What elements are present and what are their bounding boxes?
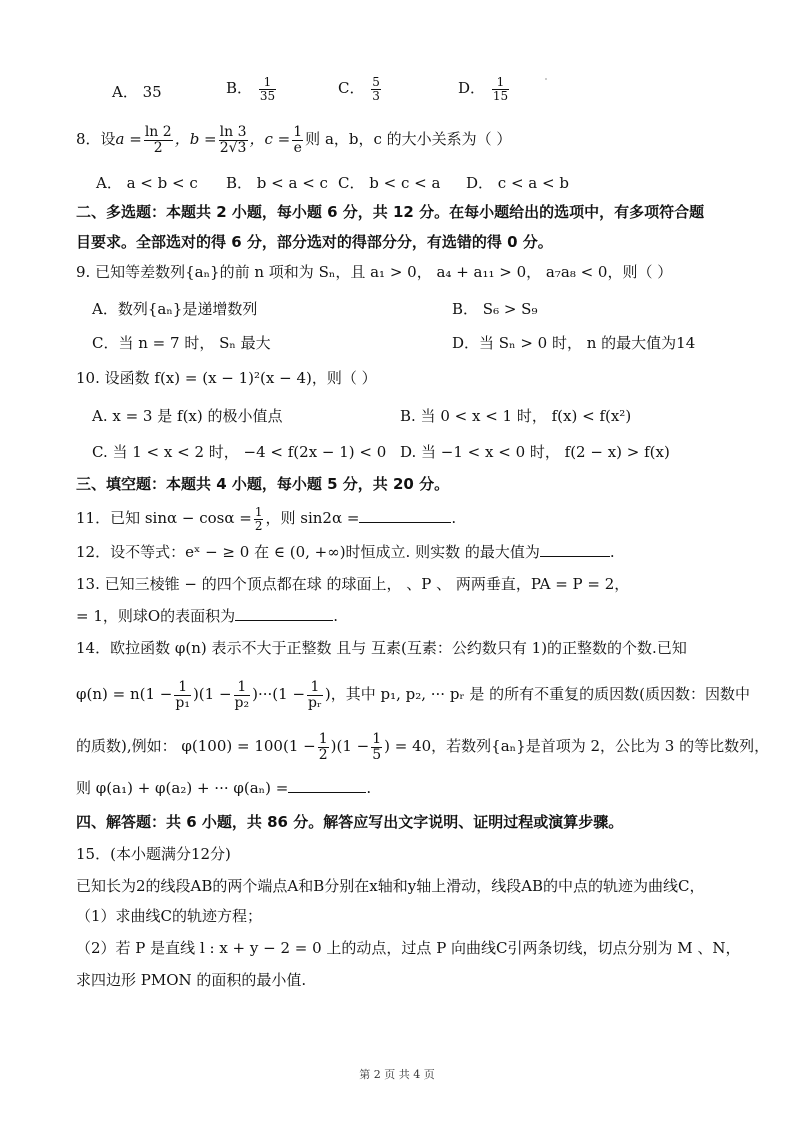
q10-option-a: A. x = 3 是 f(x) 的极小值点: [92, 407, 283, 425]
q14-answer-blank[interactable]: [288, 778, 366, 793]
q7-option-b-label: B．: [226, 79, 253, 98]
q13-line2: = 1，则球O的表面积为 .: [76, 607, 338, 625]
q14-formula-line: φ(n) = n(1 − $\frac{1}{\text{p₁}}$ )(1 − $\frac{1}{\text{p₂}}$ )···(1 − $\frac{1}{\text{pᵣ}}$ )，其中 p₁, p₂, ··· pᵣ 是 的所有不重复的质因数(质因数：因数中: [76, 678, 751, 711]
section3-heading: 三、填空题：本题共 4 小题，每小题 5 分，共 20 分。: [76, 475, 450, 493]
page-footer: 第 2 页 共 4 页: [359, 1068, 435, 1081]
q14-line4: 则 φ(a₁) + φ(a₂) + ··· φ(aₙ) = .: [76, 779, 372, 797]
q15-line1: 已知长为2的线段AB的两个端点A和B分别在x轴和y轴上滑动，线段AB的中点的轨迹为曲线C，: [76, 877, 705, 895]
q13-answer-blank[interactable]: [235, 606, 333, 621]
q9-option-d: D．当 Sₙ > 0 时， n 的最大值为14: [452, 334, 696, 352]
q9-stem: 9. 已知等差数列{aₙ}的前 n 项和为 Sₙ，且 a₁ > 0， a₄ + a₁₁ > 0， a₇a₈ < 0，则（ ）: [76, 263, 673, 281]
section4-heading: 四、解答题：共 6 小题，共 86 分。解答应写出文字说明、证明过程或演算步骤。: [76, 813, 624, 831]
q11-stem: 11．已知 sinα − cosα = $\frac{1}{2}$ ，则 sin2α = .: [76, 504, 457, 533]
q14-example-line: 的质数),例如： φ(100) = 100(1 − $\frac{1}{2}$ )(1 − $\frac{1}{5}$ ) = 40，若数列{aₙ}是首项为 2，公比为 3 的等比数列，: [76, 730, 770, 763]
q7-option-d-label: D．: [458, 79, 486, 98]
q7-option-d-fraction: $\frac{1}{15}$: [492, 75, 509, 103]
q9-option-c: C．当 n = 7 时， Sₙ 最大: [92, 334, 271, 352]
q7-option-c-label: C．: [338, 79, 365, 98]
q9-option-b: B． S₆ > S₉: [452, 300, 538, 318]
q15-header: 15．(本小题满分12分): [76, 845, 231, 863]
q8-option-b: B． b < a < c: [226, 174, 328, 192]
q11-answer-blank[interactable]: [359, 508, 451, 523]
q9-option-a: A．数列{aₙ}是递增数列: [92, 300, 258, 318]
q12-stem: 12．设不等式：eˣ − ≥ 0 在 ∈ (0, +∞)时恒成立. 则实数 的最大值为 .: [76, 543, 615, 561]
q12-answer-blank[interactable]: [540, 542, 610, 557]
scan-speck: [545, 78, 547, 80]
q10-stem: 10. 设函数 f(x) = (x − 1)²(x − 4)，则（ ）: [76, 369, 377, 387]
q7-option-b-fraction: $\frac{1}{35}$: [259, 75, 276, 103]
q8-option-c: C． b < c < a: [338, 174, 441, 192]
q10-option-c: C. 当 1 < x < 2 时， −4 < f(2x − 1) < 0: [92, 443, 387, 461]
q14-line1: 14．欧拉函数 φ(n) 表示不大于正整数 且与 互素(互素：公约数只有 1)的正整数的个数.已知: [76, 639, 687, 657]
q13-line1: 13. 已知三棱锥 − 的四个顶点都在球 的球面上， 、P 、 两两垂直，PA = P = 2，: [76, 575, 630, 593]
q7-option-b: [226, 76, 278, 102]
q15-part2b: 求四边形 PMON 的面积的最小值.: [76, 971, 307, 989]
q7-option-d: [458, 76, 511, 102]
q10-option-b: B. 当 0 < x < 1 时， f(x) < f(x²): [400, 407, 632, 425]
q8-stem: 8．设a = $\frac{\ln 2}{2}$ ，b = $\frac{\ln 3}{2√3}$ ，c = $\frac{1}{e}$ 则 a，b，c 的大小关系为（ ）: [76, 123, 512, 156]
q7-option-c-fraction: $\frac{5}{3}$: [372, 75, 380, 103]
section2-heading-line1: 二、多选题：本题共 2 小题，每小题 6 分，共 12 分。在每小题给出的选项中，有多项符合题: [76, 203, 705, 221]
q7-option-a: A． 35: [112, 83, 162, 101]
q10-option-d: D. 当 −1 < x < 0 时， f(2 − x) > f(x): [400, 443, 670, 461]
section2-heading-line2: 目要求。全部选对的得 6 分，部分选对的得部分分，有选错的得 0 分。: [76, 233, 553, 251]
q8-option-d: D． c < a < b: [466, 174, 569, 192]
q15-part2: （2）若 P 是直线 l : x + y − 2 = 0 上的动点，过点 P 向曲线C引两条切线，切点分别为 M 、N，: [76, 939, 741, 957]
q7-option-c: [338, 76, 383, 102]
q8-option-a: A． a < b < c: [96, 174, 198, 192]
q15-part1: （1）求曲线C的轨迹方程；: [76, 907, 263, 925]
